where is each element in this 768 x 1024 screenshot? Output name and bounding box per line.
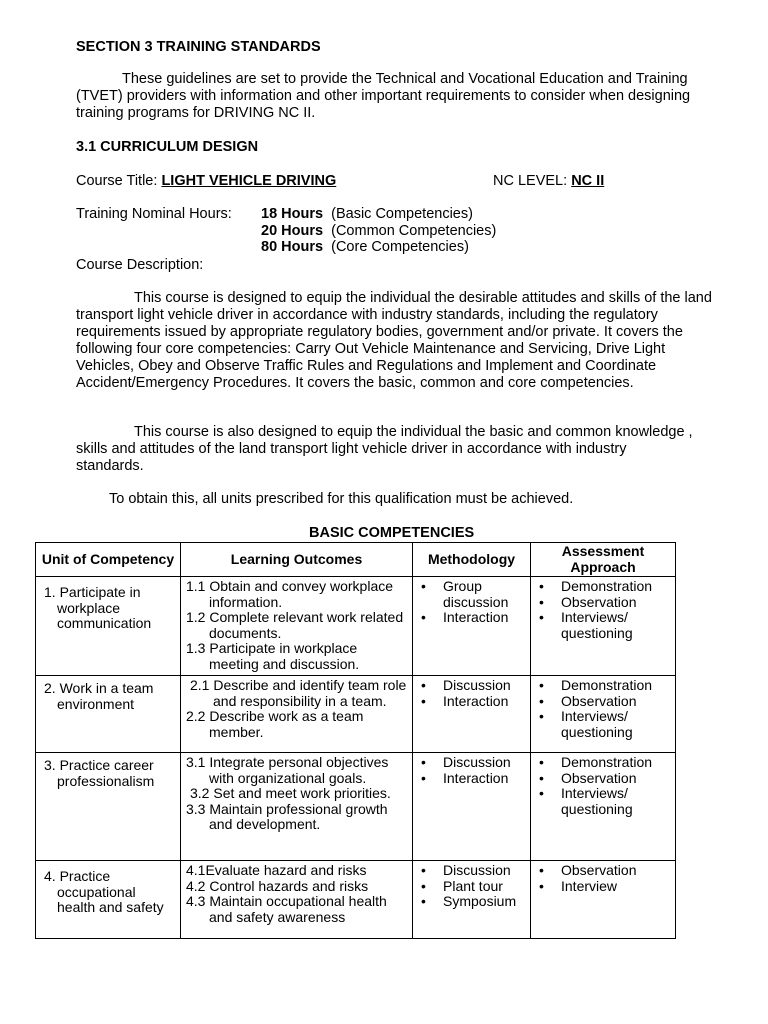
outcome-item: 4.3 Maintain occupational health and safety awareness: [186, 893, 387, 925]
hours-value: 20 Hours: [261, 223, 324, 239]
assessment-item: • Interviews/ questioning: [535, 709, 671, 740]
hours-row: [261, 239, 469, 255]
course-title-line: [76, 173, 336, 189]
methodology-item: • Interaction: [417, 771, 526, 787]
outcome-item: 1.1 Obtain and convey workplace information.: [186, 578, 394, 610]
outcome-item: 1.2 Complete relevant work related documents.: [186, 609, 404, 641]
cell-outcomes: [181, 577, 413, 676]
obtain-paragraph: To obtain this, all units prescribed for this qualification must be achieved.: [109, 491, 574, 507]
outcome-item: 3.3 Maintain professional growth and development.: [186, 800, 388, 832]
methodology-item: • Interaction: [417, 694, 526, 710]
cell-unit: [36, 753, 181, 861]
cell-outcomes: [181, 676, 413, 753]
cell-methodology: [413, 577, 531, 676]
header-unit: Unit of Competency: [36, 543, 181, 577]
description-paragraph-1: This course is designed to equip the individual the desirable attitudes and skills of the land transport light vehicle driver in accordance with industry standards, including the regulatory requirements issued by appropriate regulatory bodies, government and/or private. It covers the following four core competencies: Carry Out Vehicle Maintenance and Servicing, Drive Light Vehicles, Obey and Observe Traffic Rules and Regulations and Implement and Coordinate Accident/Emergency Procedures. It covers the basic, common and core competencies.: [76, 290, 712, 391]
assessment-item: • Interviews/ questioning: [535, 786, 671, 817]
header-assessment: Assessment Approach: [531, 543, 676, 577]
hours-row: [261, 206, 473, 222]
methodology-item: • Symposium: [417, 894, 526, 910]
assessment-item: • Demonstration: [535, 755, 671, 771]
unit-text: 4. Practice occupational health and safety: [44, 868, 164, 915]
outcome-item: 3.2 Set and meet work priorities.: [190, 785, 391, 801]
table-row: [36, 676, 676, 753]
cell-unit: [36, 577, 181, 676]
hours-desc: (Basic Competencies): [331, 206, 473, 222]
assessment-item: • Interview: [535, 879, 671, 895]
intro-paragraph: These guidelines are set to provide the Technical and Vocational Education and Training (TVET) providers with information and other important requirements to consider when designing training programs for DRIVING NC II.: [76, 71, 691, 121]
outcome-item: 1.3 Participate in workplace meeting and discussion.: [186, 640, 360, 672]
cell-assessment: [531, 861, 676, 939]
cell-methodology: [413, 753, 531, 861]
course-title-value: LIGHT VEHICLE DRIVING: [161, 173, 337, 189]
unit-text: 2. Work in a team environment: [44, 680, 154, 712]
section-title: SECTION 3 TRAINING STANDARDS: [76, 39, 321, 55]
hours-row: [261, 223, 496, 239]
cell-outcomes: [181, 861, 413, 939]
methodology-item: • Discussion: [417, 678, 526, 694]
header-outcomes: Learning Outcomes: [181, 543, 413, 577]
outcome-item: 2.2 Describe work as a team member.: [186, 708, 364, 740]
nominal-hours-label: Training Nominal Hours:: [76, 206, 232, 222]
nc-level-label: NC LEVEL:: [493, 173, 568, 189]
methodology-item: • Discussion: [417, 755, 526, 771]
methodology-item: • Plant tour: [417, 879, 526, 895]
unit-text: 1. Participate in workplace communication: [44, 584, 152, 631]
methodology-item: • Group discussion: [417, 579, 526, 610]
cell-assessment: [531, 676, 676, 753]
nc-level-value: NC II: [571, 173, 605, 189]
table-title: BASIC COMPETENCIES: [309, 525, 475, 541]
methodology-item: • Interaction: [417, 610, 526, 626]
cell-assessment: [531, 753, 676, 861]
assessment-item: • Demonstration: [535, 579, 671, 595]
cell-methodology: [413, 676, 531, 753]
outcome-item: 3.1 Integrate personal objectives with organizational goals.: [186, 754, 389, 786]
hours-desc: (Core Competencies): [331, 239, 469, 255]
curriculum-heading: 3.1 CURRICULUM DESIGN: [76, 139, 259, 155]
cell-unit: [36, 861, 181, 939]
outcome-item: 2.1 Describe and identify team role and responsibility in a team.: [190, 677, 407, 709]
description-paragraph-2: This course is also designed to equip the individual the basic and common knowledge , skills and attitudes of the land transport light vehicle driver in accordance with industry standards.: [76, 424, 693, 474]
methodology-item: • Discussion: [417, 863, 526, 879]
table-header-row: [36, 543, 676, 577]
assessment-item: • Observation: [535, 771, 671, 787]
table-row: [36, 753, 676, 861]
hours-desc: (Common Competencies): [331, 223, 497, 239]
competencies-table: [35, 542, 676, 939]
outcome-item: 4.1Evaluate hazard and risks: [186, 862, 367, 878]
table-row: [36, 861, 676, 939]
nc-level-line: [493, 173, 604, 189]
outcome-item: 4.2 Control hazards and risks: [186, 877, 369, 894]
hours-value: 18 Hours: [261, 206, 324, 222]
course-description-label: Course Description:: [76, 257, 204, 273]
cell-methodology: [413, 861, 531, 939]
course-title-label: Course Title:: [76, 173, 158, 189]
cell-outcomes: [181, 753, 413, 861]
table-row: [36, 577, 676, 676]
unit-text: 3. Practice career professionalism: [44, 757, 155, 789]
assessment-item: • Interviews/ questioning: [535, 610, 671, 641]
assessment-item: • Demonstration: [535, 678, 671, 694]
header-methodology: Methodology: [413, 543, 531, 577]
assessment-item: • Observation: [535, 595, 671, 611]
hours-value: 80 Hours: [261, 239, 324, 255]
cell-assessment: [531, 577, 676, 676]
cell-unit: [36, 676, 181, 753]
assessment-item: • Observation: [535, 863, 671, 879]
assessment-item: • Observation: [535, 694, 671, 710]
